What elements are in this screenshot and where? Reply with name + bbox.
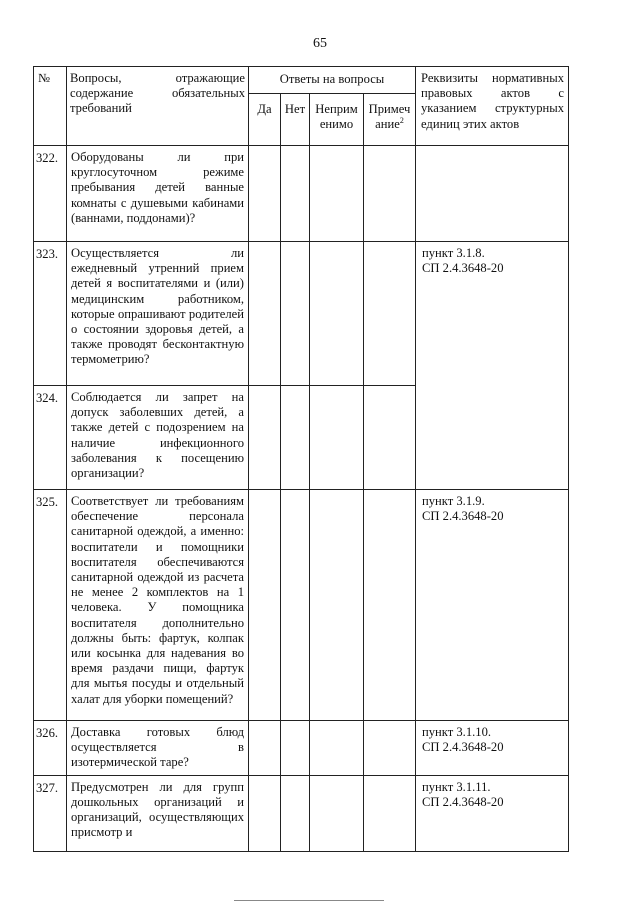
header-note-label: Примечание: [368, 102, 411, 132]
header-note-footnote: 2: [399, 116, 404, 126]
header-yes: [249, 94, 281, 146]
header-not-applicable: [310, 94, 364, 146]
answer-na-cell[interactable]: [310, 775, 364, 851]
answer-no-cell[interactable]: [281, 775, 310, 851]
row-question: Предусмотрен ли для групп дошкольных организаций и организаций, осуществляющих присмотр и: [67, 775, 249, 851]
answer-no-cell[interactable]: [281, 242, 310, 386]
answer-no-cell[interactable]: [281, 386, 310, 490]
table-row: [34, 775, 569, 851]
answer-na-cell[interactable]: [310, 386, 364, 490]
row-question: Оборудованы ли при круглосуточном режиме пребывания детей ванные комнаты с душевыми кабинами (ваннами, поддонами)?: [67, 146, 249, 242]
header-no-label: Нет: [284, 102, 306, 116]
table-row: [34, 721, 569, 776]
table-row: [34, 242, 569, 386]
header-requisites-label: Реквизиты нормативных правовых актов с указанием структурных единиц этих актов: [421, 71, 564, 131]
header-number: [34, 67, 67, 146]
answer-note-cell[interactable]: [364, 490, 416, 721]
table-row: [34, 146, 569, 242]
row-number: 324.: [34, 386, 67, 490]
answer-yes-cell[interactable]: [249, 386, 281, 490]
answer-na-cell[interactable]: [310, 146, 364, 242]
row-question: Соблюдается ли запрет на допуск заболевших детей, а также детей с подозрением на наличие инфекционного заболевания к посещению организации?: [67, 386, 249, 490]
header-no: [281, 94, 310, 146]
answer-no-cell[interactable]: [281, 721, 310, 776]
answer-no-cell[interactable]: [281, 490, 310, 721]
answer-note-cell[interactable]: [364, 242, 416, 386]
header-note: [364, 94, 416, 146]
answer-yes-cell[interactable]: [249, 242, 281, 386]
header-not-applicable-label: Неприменимо: [315, 102, 358, 132]
answer-note-cell[interactable]: [364, 386, 416, 490]
header-requisites: [416, 67, 569, 146]
row-number: 322.: [34, 146, 67, 242]
row-number: 325.: [34, 490, 67, 721]
row-question: Соответствует ли требованиям обеспечение персонала санитарной одеждой, а именно: воспитатели и помощники воспитателя обеспечиваются санитарной одеждой из расчета не менее 2 комплектов на 1 человека. У помощника воспитателя дополнительно должны быть: фартук, колпак или косынка для надевания во время раздачи пищи, фартук для мытья посуды и отдельный халат для уборки помещений?: [67, 490, 249, 721]
header-number-label: №: [38, 71, 51, 85]
row-number: 323.: [34, 242, 67, 386]
row-requisites: [416, 146, 569, 242]
answer-yes-cell[interactable]: [249, 146, 281, 242]
answer-no-cell[interactable]: [281, 146, 310, 242]
checklist-table: [33, 66, 569, 852]
answer-note-cell[interactable]: [364, 146, 416, 242]
row-requisites: пункт 3.1.8. СП 2.4.3648-20: [416, 242, 569, 490]
header-question: [67, 67, 249, 146]
answer-na-cell[interactable]: [310, 490, 364, 721]
answer-na-cell[interactable]: [310, 721, 364, 776]
table-row: [34, 490, 569, 721]
header-row-top: [34, 67, 569, 94]
row-question: Доставка готовых блюд осуществляется в изотермической таре?: [67, 721, 249, 776]
row-requisites: пункт 3.1.11. СП 2.4.3648-20: [416, 775, 569, 851]
page-bottom-divider: [234, 900, 384, 901]
answer-na-cell[interactable]: [310, 242, 364, 386]
row-question: Осуществляется ли ежедневный утренний прием детей я воспитателями и (или) медицинским работником, которые опрашивают родителей о состоянии здоровья детей, а также проводят бесконтактную термометрию?: [67, 242, 249, 386]
answer-yes-cell[interactable]: [249, 775, 281, 851]
page-number: 65: [313, 36, 327, 51]
header-yes-label: Да: [257, 102, 272, 116]
header-question-label: Вопросы, отражающие содержание обязательных требований: [70, 71, 245, 116]
answer-yes-cell[interactable]: [249, 490, 281, 721]
row-requisites: пункт 3.1.9. СП 2.4.3648-20: [416, 490, 569, 721]
answer-yes-cell[interactable]: [249, 721, 281, 776]
answer-note-cell[interactable]: [364, 775, 416, 851]
row-requisites: пункт 3.1.10. СП 2.4.3648-20: [416, 721, 569, 776]
header-answers: [249, 67, 416, 94]
row-number: 326.: [34, 721, 67, 776]
row-number: 327.: [34, 775, 67, 851]
header-answers-label: Ответы на вопросы: [279, 72, 385, 86]
answer-note-cell[interactable]: [364, 721, 416, 776]
